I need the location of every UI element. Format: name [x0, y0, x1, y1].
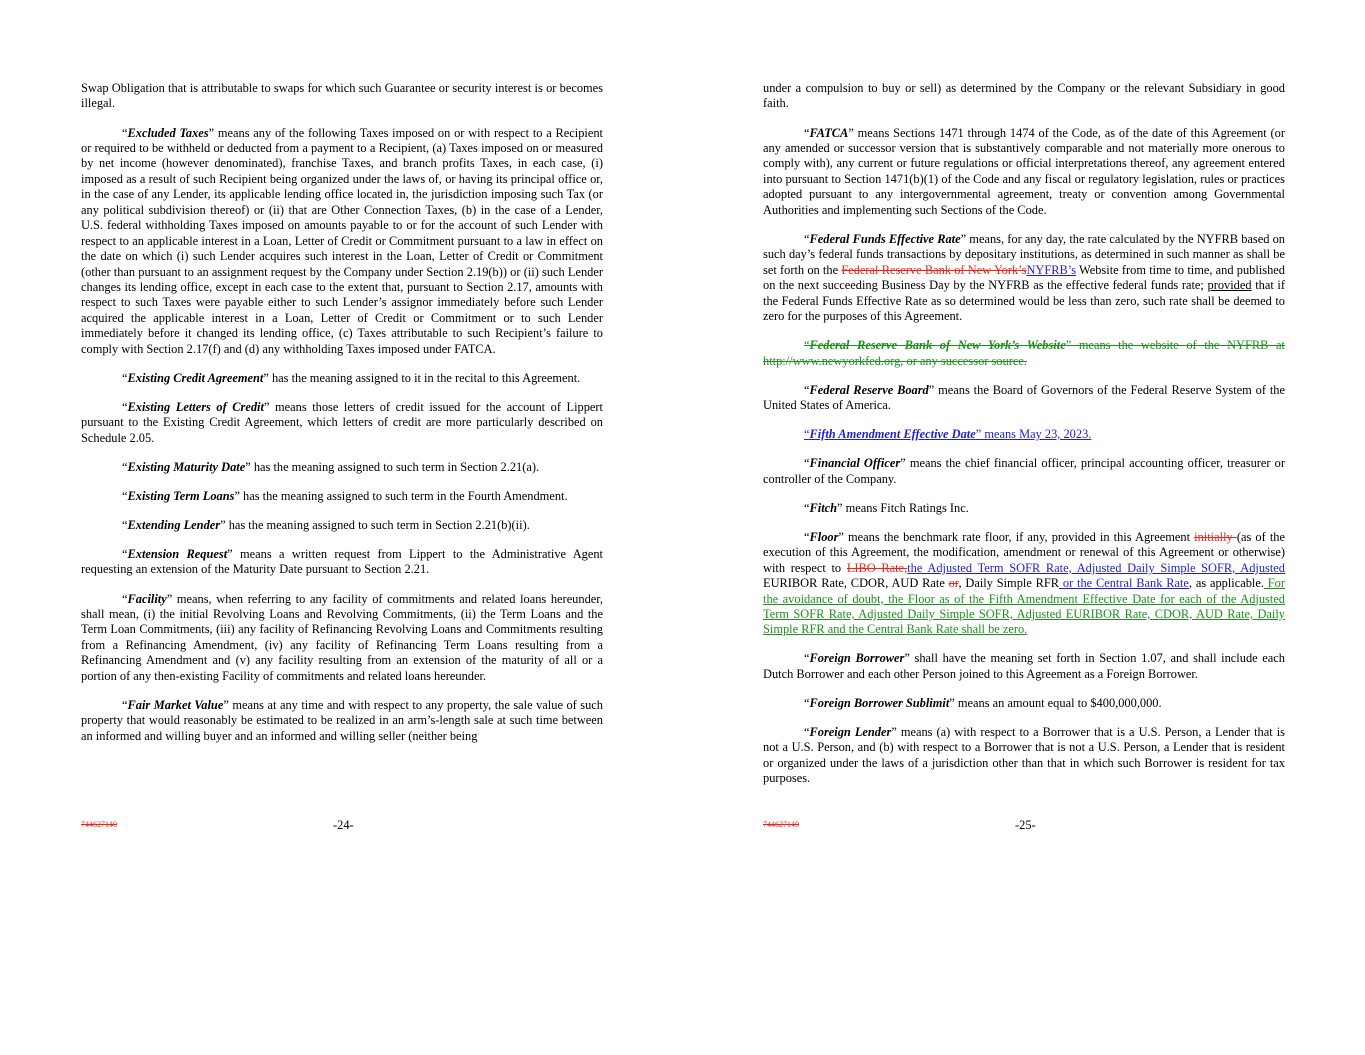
moved-text: For the avoidance of doubt, the Floor as of the Fifth Amendment Effective Date for each of the Adjusted Term SOFR Rate, Adjusted Daily Simple SOFR, Adjusted EURIBOR Rate, CDOR, AUD Rate, Daily Simple RFR and the Central Bank Rate shall be zero. — [763, 576, 1286, 637]
inserted-text: or the Central Bank Rate — [1059, 576, 1189, 591]
definition-extending-lender: “Extending Lender” has the meaning assigned to such term in Section 2.21(b)(ii). — [122, 517, 530, 532]
defined-term: Foreign Borrower — [809, 651, 905, 666]
defined-term: Financial Officer — [809, 456, 901, 471]
deleted-text: Federal Reserve Bank of New York’s — [841, 262, 1027, 277]
defined-term: Existing Letters of Credit — [127, 399, 264, 414]
paragraph-continuation: under a compulsion to buy or sell) as determined by the Company or the relevant Subsidiary in good faith. — [763, 81, 1285, 111]
definition-foreign-borrower-sublimit: “Foreign Borrower Sublimit” means an amount equal to $400,000,000. — [804, 695, 1162, 710]
definition-existing-maturity-date: “Existing Maturity Date” has the meaning assigned to such term in Section 2.21(a). — [122, 459, 540, 474]
definition-federal-funds-effective-rate: “Federal Funds Effective Rate” means, for any day, the rate calculated by the NYFRB based on such day’s federal funds transactions by depositary institutions, as determined in such manner as shall be set forth on the Federal Reserve Bank of New York’sNYFRB’s Website from time to time, and published on the next succeeding Business Day by the NYFRB as the effective federal funds rate; provided that if the Federal Funds Effective Rate as so determined would be less than zero, such rate shall be deemed to zero for the purposes of this Agreement. — [763, 231, 1285, 324]
definition-existing-credit-agreement: “Existing Credit Agreement” has the meaning assigned to it in the recital to this Agreement. — [122, 370, 581, 385]
defined-term: Facility — [127, 591, 167, 606]
defined-term: Foreign Lender — [809, 725, 892, 740]
defined-term: Existing Term Loans — [127, 488, 235, 503]
definition-excluded-taxes: “Excluded Taxes” means any of the following Taxes imposed on or with respect to a Recipient or required to be withheld or deducted from a payment to a Recipient, (a) Taxes imposed on or measured by net income (however denominated), franchise Taxes, and branch profits Taxes, in each case, (i) imposed as a result of such Recipient being organized under the laws of, or having its principal office or, in the case of any Lender, its applicable lending office located in, the jurisdiction imposing such Tax (or any political subdivision thereof) or (ii) that are Other Connection Taxes, (b) in the case of a Lender, U.S. federal withholding Taxes imposed on amounts payable to or for the account of such Lender with respect to an applicable interest in a Loan, Letter of Credit or Commitment pursuant to a law in effect on the date on which (i) such Lender acquires such interest in the Loan, Letter of Credit or Commitment (other than pursuant to an assignment request by the Company under Section 2.19(b)) or (ii) such Lender changes its lending office, except in each case to the extent that, pursuant to Section 2.17, amounts with respect to such Taxes were payable either to such Lender’s assignor immediately before such Lender acquired the applicable interest in a Loan, Letter of Credit or Commitment or to such Lender immediately before it changed its lending office, (c) Taxes attributable to such Recipient’s failure to comply with Section 2.17(f) and (d) any withholding Taxes imposed under FATCA. — [81, 125, 603, 356]
definition-fair-market-value: “Fair Market Value” means at any time and with respect to any property, the sale value of such property that would reasonably be estimated to be realized in an arm’s-length sale at such time between an informed and willing buyer and an informed and willing seller (neither being — [81, 697, 603, 743]
page-25 — [763, 81, 1285, 800]
defined-term: Fitch — [809, 500, 838, 515]
page-number: -25- — [1015, 818, 1036, 832]
paragraph-continuation: Swap Obligation that is attributable to swaps for which such Guarantee or security interest is or becomes illegal. — [81, 81, 603, 111]
definition-foreign-lender: “Foreign Lender” means (a) with respect to a Borrower that is a U.S. Person, a Lender that is not a U.S. Person, and (b) with respect to a Borrower that is not a U.S. Person, a Lender that is resident or organized under the laws of a jurisdiction other than that in which such Borrower is resident for tax purposes. — [763, 725, 1285, 786]
definition-existing-letters-of-credit: “Existing Letters of Credit” means those letters of credit issued for the account of Lippert pursuant to the Existing Credit Agreement, which letters of credit are more particularly described on Schedule 2.05. — [81, 399, 603, 445]
defined-term: Extending Lender — [127, 517, 221, 532]
definition-fatca: “FATCA” means Sections 1471 through 1474 of the Code, as of the date of this Agreement (or any amended or successor version that is substantively comparable and not materially more onerous to comply with), any current or future regulations or official interpretations thereof, any agreement entered into pursuant to Section 1471(b)(1) of the Code and any fiscal or regulatory legislation, rules or practices adopted pursuant to any intergovernmental agreement, treaty or convention among Governmental Authorities and implementing such Sections of the Code. — [763, 125, 1285, 217]
defined-term: Excluded Taxes — [127, 125, 209, 140]
defined-term: Federal Reserve Board — [809, 382, 929, 397]
defined-term: FATCA — [809, 125, 849, 140]
definition-facility: “Facility” means, when referring to any facility of commitments and related loans hereunder, shall mean, (i) the initial Revolving Loans and Revolving Commitments, (ii) the Term Loans and the Term Loan Commitments, (iii) any facility of Refinancing Revolving Loans and Commitments resulting from a Refinancing Amendment, (iv) any facility of Refinancing Term Loans resulting from a Refinancing Amendment and (v) any facility resulting from an extension of the maturity of all or a portion of any then-existing Facility of commitments and related loans hereunder. — [81, 591, 603, 683]
defined-term: Fifth Amendment Effective Date — [809, 427, 976, 442]
defined-term: Fair Market Value — [127, 697, 224, 712]
definition-existing-term-loans: “Existing Term Loans” has the meaning assigned to such term in the Fourth Amendment. — [122, 488, 568, 503]
defined-term: Foreign Borrower Sublimit — [809, 695, 950, 710]
definition-financial-officer: “Financial Officer” means the chief financial officer, principal accounting officer, treasurer or controller of the Company. — [763, 456, 1285, 486]
definition-fitch: “Fitch” means Fitch Ratings Inc. — [804, 500, 969, 515]
defined-term: Extension Request — [127, 547, 228, 562]
page-24 — [81, 81, 603, 758]
page-number: -24- — [333, 818, 354, 832]
deleted-text: initially — [1194, 529, 1237, 544]
definition-federal-reserve-board: “Federal Reserve Board” means the Board of Governors of the Federal Reserve System of the United States of America. — [763, 382, 1285, 413]
definition-frbny-website-deleted: “Federal Reserve Bank of New York’s Website” means the website of the NYFRB at http://www.newyorkfed.org, or any successor source. — [763, 338, 1285, 368]
defined-term: Existing Maturity Date — [127, 459, 246, 474]
defined-term: Existing Credit Agreement — [127, 370, 264, 385]
document-id: 744627140 — [763, 820, 799, 829]
definition-foreign-borrower: “Foreign Borrower” shall have the meaning set forth in Section 1.07, and shall include each Dutch Borrower and each other Person joined to this Agreement as a Foreign Borrower. — [763, 651, 1285, 681]
defined-term: Floor — [809, 529, 839, 544]
deleted-text: or — [948, 576, 959, 591]
inserted-text: NYFRB’s — [1026, 262, 1077, 277]
definition-extension-request: “Extension Request” means a written request from Lippert to the Administrative Agent requesting an extension of the Maturity Date pursuant to Section 2.21. — [81, 547, 603, 577]
definition-floor: “Floor” means the benchmark rate floor, if any, provided in this Agreement initially (as of the execution of this Agreement, the modification, amendment or renewal of this Agreement or otherwise) with respect to LIBO Rate,the Adjusted Term SOFR Rate, Adjusted Daily Simple SOFR, Adjusted EURIBOR Rate, CDOR, AUD Rate or, Daily Simple RFR or the Central Bank Rate, as applicable. For the avoidance of doubt, the Floor as of the Fifth Amendment Effective Date for each of the Adjusted Term SOFR Rate, Adjusted Daily Simple SOFR, Adjusted EURIBOR Rate, CDOR, AUD Rate, Daily Simple RFR and the Central Bank Rate shall be zero. — [763, 529, 1286, 637]
deleted-text: LIBO Rate, — [846, 560, 908, 575]
defined-term: Federal Funds Effective Rate — [809, 231, 961, 246]
inserted-text: the Adjusted Term SOFR Rate, Adjusted Daily Simple SOFR, Adjusted — [907, 560, 1286, 575]
defined-term: Federal Reserve Bank of New York’s Website — [809, 338, 1066, 353]
definition-fifth-amendment-effective-date: “Fifth Amendment Effective Date” means May 23, 2023. — [804, 427, 1092, 442]
document-id: 744627140 — [81, 820, 117, 829]
